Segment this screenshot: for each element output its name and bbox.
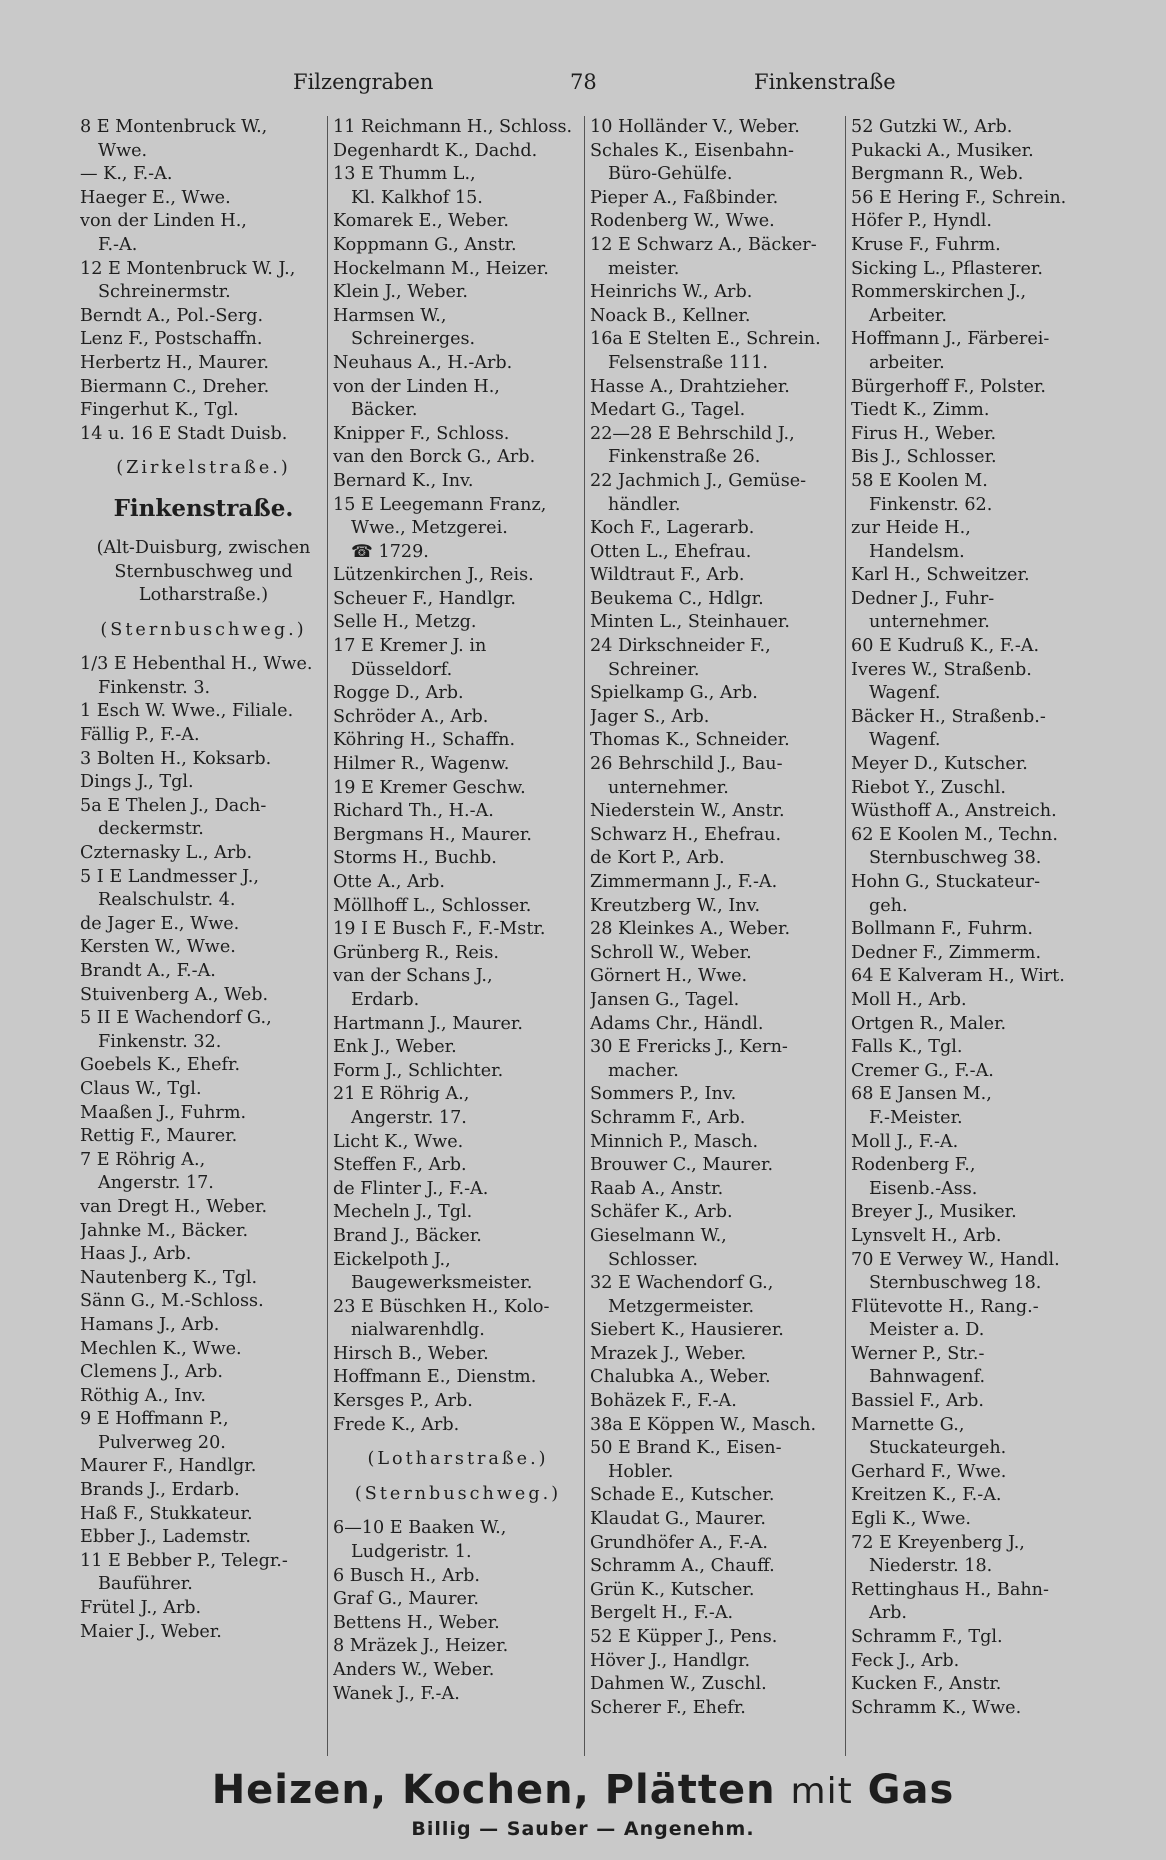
directory-entry: Form J., Schlichter. bbox=[333, 1060, 504, 1081]
directory-entry: 9 E Hoffmann P., bbox=[80, 1409, 229, 1430]
directory-entry: 62 E Koolen M., Techn. bbox=[851, 824, 1058, 845]
directory-entry: Lynsvelt H., Arb. bbox=[851, 1225, 1002, 1246]
directory-entry: Pieper A., Faßbinder. bbox=[590, 187, 779, 208]
spacer bbox=[333, 1437, 583, 1448]
entry-continuation: Handelsm. bbox=[869, 541, 965, 562]
directory-entry: 70 E Verwey W., Handl. bbox=[851, 1249, 1060, 1270]
directory-entry: Hoffmann E., Dienstm. bbox=[333, 1367, 537, 1388]
directory-entry: Dings J., Tgl. bbox=[80, 772, 194, 793]
directory-entry: Richard Th., H.-A. bbox=[333, 801, 494, 822]
directory-entry: Dedner J., Fuhr- bbox=[851, 588, 995, 609]
directory-entry: 5a E Thelen J., Dach- bbox=[80, 795, 267, 816]
directory-entry: Frütel J., Arb. bbox=[80, 1598, 202, 1619]
directory-entry: Kersges P., Arb. bbox=[333, 1391, 473, 1412]
entry-continuation: Kl. Kalkhof 15. bbox=[351, 187, 483, 208]
directory-entry: Firus H., Weber. bbox=[851, 423, 997, 444]
directory-entry: Klein J., Weber. bbox=[333, 282, 469, 303]
directory-entry: 11 Reichmann H., Schloss. bbox=[333, 117, 573, 137]
directory-entry: 13 E Thumm L., bbox=[333, 164, 476, 185]
directory-entry: 1/3 E Hebenthal H., Wwe. bbox=[80, 654, 313, 675]
directory-entry: Licht K., Wwe. bbox=[333, 1131, 464, 1152]
directory-entry: Schäfer K., Arb. bbox=[590, 1202, 733, 1223]
directory-entry: 1 Esch W. Wwe., Filiale. bbox=[80, 701, 294, 722]
spacer bbox=[80, 526, 327, 537]
entry-continuation: Baugewerksmeister. bbox=[351, 1273, 533, 1294]
directory-entry: 23 E Büschken H., Kolo- bbox=[333, 1296, 550, 1317]
entry-continuation: Schreiner. bbox=[608, 659, 700, 680]
directory-entry: Karl H., Schweitzer. bbox=[851, 565, 1030, 586]
directory-entry: Berndt A., Pol.-Serg. bbox=[80, 305, 264, 326]
ad-headline-main: Heizen, Kochen, Plätten bbox=[211, 1767, 776, 1813]
entry-continuation: Finkenstraße 26. bbox=[608, 447, 761, 468]
directory-entry: 28 Kleinkes A., Weber. bbox=[590, 919, 791, 940]
entry-continuation: unternehmer. bbox=[608, 777, 729, 798]
spacer bbox=[333, 1506, 583, 1517]
directory-entry: 10 Holländer V., Weber. bbox=[590, 117, 800, 137]
entry-continuation: Metzgermeister. bbox=[608, 1296, 755, 1317]
directory-entry: Bergelt H., F.-A. bbox=[590, 1603, 734, 1624]
directory-entry: Minnich P., Masch. bbox=[590, 1131, 759, 1152]
column-divider bbox=[327, 116, 328, 1756]
directory-entry: Breyer J., Musiker. bbox=[851, 1202, 1017, 1223]
directory-entry: Thomas K., Schneider. bbox=[590, 730, 790, 751]
directory-entry: Rommerskirchen J., bbox=[851, 282, 1027, 303]
directory-entry: Kersten W., Wwe. bbox=[80, 937, 236, 958]
directory-entry: 14 u. 16 E Stadt Duisb. bbox=[80, 423, 288, 444]
directory-entry: Sänn G., M.-Schloss. bbox=[80, 1291, 264, 1312]
running-header bbox=[0, 70, 1166, 104]
directory-entry: Klaudat G., Maurer. bbox=[590, 1509, 766, 1530]
directory-entry: Chalubka A., Weber. bbox=[590, 1367, 771, 1388]
directory-entry: Werner P., Str.- bbox=[851, 1343, 985, 1364]
directory-entry: Fällig P., F.-A. bbox=[80, 725, 200, 746]
directory-entry: Jager S., Arb. bbox=[590, 706, 710, 727]
directory-entry: Knipper F., Schloss. bbox=[333, 423, 510, 444]
directory-entry: Dedner F., Zimmerm. bbox=[851, 942, 1042, 963]
directory-entry: Kreitzen K., F.-A. bbox=[851, 1485, 1002, 1506]
directory-entry: 72 E Kreyenberg J., bbox=[851, 1532, 1025, 1553]
entry-continuation: Meister a. D. bbox=[869, 1320, 985, 1341]
directory-entry: Lenz F., Postschaffn. bbox=[80, 329, 263, 350]
section-note: (Alt-Duisburg, zwischen bbox=[96, 537, 311, 558]
column-3 bbox=[590, 116, 844, 1756]
directory-entry: Bis J., Schlosser. bbox=[851, 447, 997, 468]
directory-entry: 8 Mräzek J., Heizer. bbox=[333, 1636, 509, 1657]
directory-entry: Höver J., Handlgr. bbox=[590, 1650, 751, 1671]
directory-entry: 12 E Schwarz A., Bäcker- bbox=[590, 234, 817, 255]
directory-entry: 7 E Röhrig A., bbox=[80, 1149, 206, 1170]
entry-continuation: Wagenf. bbox=[869, 730, 941, 751]
directory-entry: 58 E Koolen M. bbox=[851, 470, 988, 491]
directory-entry: Iveres W., Straßenb. bbox=[851, 659, 1032, 680]
spacer bbox=[80, 481, 327, 492]
entry-continuation: arbeiter. bbox=[869, 352, 945, 373]
directory-entry: Schramm A., Chauff. bbox=[590, 1556, 775, 1577]
section-note: Lotharstraße.) bbox=[138, 585, 269, 606]
directory-entry: Czternasky L., Arb. bbox=[80, 843, 253, 864]
directory-entry: 26 Behrschild J., Bau- bbox=[590, 754, 783, 775]
directory-entry: Dahmen W., Zuschl. bbox=[590, 1674, 767, 1695]
directory-entry: Siebert K., Hausierer. bbox=[590, 1320, 784, 1341]
directory-entry: Bernard K., Inv. bbox=[333, 470, 474, 491]
directory-entry: Brandt A., F.-A. bbox=[80, 961, 216, 981]
directory-entry: van Dregt H., Weber. bbox=[80, 1196, 268, 1217]
page-number: 78 bbox=[570, 70, 597, 94]
cross-street: (Zirkelstraße.) bbox=[116, 458, 291, 479]
entry-continuation: Bahnwagenf. bbox=[869, 1367, 986, 1388]
entry-continuation: Pulverweg 20. bbox=[98, 1432, 226, 1453]
directory-entry: 64 E Kalveram H., Wirt. bbox=[851, 966, 1065, 987]
directory-entry: Selle H., Metzg. bbox=[333, 612, 477, 633]
header-street-left: Filzengraben bbox=[293, 70, 434, 94]
directory-entry: Bürgerhoff F., Polster. bbox=[851, 376, 1046, 397]
directory-entry: Hartmann J., Maurer. bbox=[333, 1013, 523, 1034]
entry-continuation: Finkenstr. 62. bbox=[869, 494, 993, 515]
directory-entry: Scherer F., Ehefr. bbox=[590, 1697, 746, 1718]
entry-continuation: Ludgeristr. 1. bbox=[351, 1542, 472, 1563]
directory-entry: 15 E Leegemann Franz, bbox=[333, 494, 547, 515]
directory-entry: Rodenberg W., Wwe. bbox=[590, 211, 775, 232]
directory-entry: Bettens H., Weber. bbox=[333, 1612, 500, 1633]
directory-entry: Neuhaus A., H.-Arb. bbox=[333, 352, 513, 373]
directory-entry: Hilmer R., Wagenw. bbox=[333, 754, 510, 775]
directory-entry: Mrazek J., Weber. bbox=[590, 1343, 747, 1364]
directory-entry: Feck J., Arb. bbox=[851, 1650, 960, 1671]
entry-continuation: Düsseldorf. bbox=[351, 659, 453, 680]
directory-entry: de Jager E., Wwe. bbox=[80, 913, 240, 934]
directory-entry: Bollmann F., Fuhrm. bbox=[851, 919, 1034, 940]
directory-entry: Rettig F., Maurer. bbox=[80, 1126, 238, 1147]
spacer bbox=[333, 1472, 583, 1483]
directory-entry: Hirsch B., Weber. bbox=[333, 1343, 489, 1364]
directory-entry: Maier J., Weber. bbox=[80, 1621, 222, 1642]
entry-continuation: händler. bbox=[608, 494, 681, 515]
cross-street: (Lotharstraße.) bbox=[367, 1449, 549, 1470]
directory-entry: Claus W., Tgl. bbox=[80, 1078, 202, 1099]
directory-entry: de Kort P., Arb. bbox=[590, 848, 725, 869]
directory-entry: Noack B., Kellner. bbox=[590, 305, 751, 326]
cross-street: (Sternbuschweg.) bbox=[100, 619, 307, 640]
directory-entry: Raab A., Anstr. bbox=[590, 1178, 724, 1199]
directory-entry: Otte A., Arb. bbox=[333, 872, 446, 892]
entry-continuation: Eisenb.-Ass. bbox=[869, 1178, 978, 1199]
directory-entry: Hoffmann J., Färberei- bbox=[851, 329, 1050, 350]
directory-entry: Schröder A., Arb. bbox=[333, 706, 489, 727]
directory-entry: Lützenkirchen J., Reis. bbox=[333, 565, 534, 586]
directory-entry: von der Linden H., bbox=[333, 376, 500, 397]
entry-continuation: Stuckateurgeh. bbox=[869, 1438, 1007, 1459]
entry-continuation: Finkenstr. 32. bbox=[98, 1031, 222, 1052]
directory-entry: Bohäzek F., F.-A. bbox=[590, 1391, 737, 1412]
directory-entry: Graf G., Maurer. bbox=[333, 1589, 479, 1610]
directory-entry: 17 E Kremer J. in bbox=[333, 636, 487, 657]
cross-street: (Sternbuschweg.) bbox=[354, 1483, 562, 1504]
directory-entry: Wanek J., F.-A. bbox=[333, 1683, 460, 1704]
entry-continuation: nialwarenhdlg. bbox=[351, 1320, 485, 1341]
column-2 bbox=[333, 116, 583, 1756]
directory-entry: van der Schans J., bbox=[333, 966, 493, 987]
directory-entry: 60 E Kudruß K., F.-A. bbox=[851, 636, 1040, 657]
directory-entry: 30 E Frericks J., Kern- bbox=[590, 1037, 788, 1058]
spacer bbox=[80, 446, 327, 457]
directory-entry: Kucken F., Anstr. bbox=[851, 1674, 1002, 1695]
directory-entry: Schales K., Eisenbahn- bbox=[590, 140, 794, 161]
entry-continuation: Wagenf. bbox=[869, 683, 941, 704]
directory-entry: 5 II E Wachendorf G., bbox=[80, 1008, 272, 1029]
directory-entry: Rogge D., Arb. bbox=[333, 683, 464, 704]
entry-continuation: Erdarb. bbox=[351, 989, 420, 1010]
entry-continuation: Wwe. bbox=[98, 140, 148, 161]
header-street-right: Finkenstraße bbox=[754, 70, 896, 94]
entry-continuation: macher. bbox=[608, 1060, 679, 1081]
directory-entry: Storms H., Buchb. bbox=[333, 848, 497, 869]
entry-continuation: Wwe., Metzgerei. bbox=[351, 518, 508, 539]
directory-entry: Adams Chr., Händl. bbox=[590, 1013, 764, 1034]
directory-entry: Meyer D., Kutscher. bbox=[851, 754, 1028, 775]
directory-entry: Schade E., Kutscher. bbox=[590, 1485, 775, 1506]
directory-entry: Heinrichs W., Arb. bbox=[590, 282, 753, 303]
directory-entry: Riebot Y., Zuschl. bbox=[851, 777, 1006, 798]
directory-entry: 21 E Röhrig A., bbox=[333, 1084, 470, 1105]
directory-entry: Schramm F., Tgl. bbox=[851, 1627, 1003, 1647]
directory-entry: Marnette G., bbox=[851, 1414, 965, 1435]
directory-entry: 22—28 E Behrschild J., bbox=[590, 423, 795, 444]
entry-continuation: Niederstr. 18. bbox=[869, 1556, 993, 1577]
directory-entry: Haß F., Stukkateur. bbox=[80, 1503, 253, 1524]
entry-continuation: Angerstr. 17. bbox=[351, 1107, 467, 1128]
entry-continuation: Arb. bbox=[869, 1603, 907, 1624]
column-divider bbox=[584, 116, 585, 1756]
directory-entry: Gerhard F., Wwe. bbox=[851, 1461, 1007, 1482]
entry-continuation: ☎ 1729. bbox=[351, 541, 429, 562]
entry-continuation: Finkenstr. 3. bbox=[98, 677, 211, 698]
directory-entry: Maurer F., Handlgr. bbox=[80, 1456, 257, 1477]
directory-entry: Fingerhut K., Tgl. bbox=[80, 400, 239, 421]
directory-entry: Bergmann R., Web. bbox=[851, 164, 1024, 185]
section-title: Finkenstraße. bbox=[113, 494, 294, 522]
directory-entry: 5 I E Landmesser J., bbox=[80, 866, 259, 887]
directory-entry: Minten L., Steinhauer. bbox=[590, 612, 790, 633]
directory-entry: de Flinter J., F.-A. bbox=[333, 1178, 489, 1199]
directory-entry: Mechlen K., Wwe. bbox=[80, 1338, 242, 1359]
directory-entry: Tiedt K., Zimm. bbox=[851, 400, 990, 421]
directory-entry: 52 E Küpper J., Pens. bbox=[590, 1627, 778, 1647]
directory-entry: Medart G., Tagel. bbox=[590, 400, 746, 421]
section-note: Sternbuschweg und bbox=[114, 561, 293, 582]
directory-entry: 12 E Montenbruck W. J., bbox=[80, 258, 296, 279]
directory-entry: Grün K., Kutscher. bbox=[590, 1579, 755, 1600]
directory-entry: zur Heide H., bbox=[851, 518, 971, 539]
column-1 bbox=[80, 116, 327, 1756]
directory-entry: Enk J., Weber. bbox=[333, 1037, 457, 1058]
ad-headline-mit: mit bbox=[790, 1771, 853, 1812]
directory-entry: Kruse F., Fuhrm. bbox=[851, 234, 1001, 255]
directory-entry: Bassiel F., Arb. bbox=[851, 1391, 984, 1412]
entry-continuation: Bäcker. bbox=[351, 400, 418, 421]
entry-continuation: Büro-Gehülfe. bbox=[608, 164, 733, 185]
directory-entry: Koch F., Lagerarb. bbox=[590, 518, 755, 539]
directory-entry: Zimmermann J., F.-A. bbox=[590, 872, 778, 892]
directory-entry: Sicking L., Pflasterer. bbox=[851, 258, 1043, 279]
directory-entry: 6 Busch H., Arb. bbox=[333, 1565, 480, 1586]
directory-entry: 56 E Hering F., Schrein. bbox=[851, 187, 1067, 208]
directory-entry: Scheuer F., Handlgr. bbox=[333, 588, 517, 609]
entry-continuation: F.-Meister. bbox=[869, 1107, 963, 1128]
directory-entry: Wüsthoff A., Anstreich. bbox=[851, 801, 1057, 822]
ad-headline bbox=[0, 1766, 1166, 1816]
directory-entry: Jahnke M., Bäcker. bbox=[80, 1220, 249, 1241]
directory-entry: Herbertz H., Maurer. bbox=[80, 352, 270, 373]
directory-entry: Goebels K., Ehefr. bbox=[80, 1055, 241, 1076]
entry-continuation: Schreinerges. bbox=[351, 329, 476, 350]
directory-entry: Degenhardt K., Dachd. bbox=[333, 140, 538, 161]
entry-continuation: Bauführer. bbox=[98, 1574, 193, 1595]
directory-entry: 3 Bolten H., Koksarb. bbox=[80, 748, 272, 769]
directory-entry: Moll H., Arb. bbox=[851, 989, 967, 1010]
directory-entry: Sommers P., Inv. bbox=[590, 1084, 737, 1105]
ad-headline-gas: Gas bbox=[867, 1767, 955, 1813]
directory-entry: Hohn G., Stuckateur- bbox=[851, 872, 1041, 892]
directory-entry: 52 Gutzki W., Arb. bbox=[851, 117, 1013, 137]
directory-entry: 16a E Stelten E., Schrein. bbox=[590, 329, 821, 350]
entry-continuation: Sternbuschweg 18. bbox=[869, 1273, 1042, 1294]
directory-entry: Maaßen J., Fuhrm. bbox=[80, 1102, 247, 1123]
entry-continuation: meister. bbox=[608, 258, 680, 279]
entry-continuation: Sternbuschweg 38. bbox=[869, 848, 1042, 869]
directory-entry: 24 Dirkschneider F., bbox=[590, 636, 771, 657]
entry-continuation: Felsenstraße 111. bbox=[608, 352, 768, 373]
directory-entry: Pukacki A., Musiker. bbox=[851, 140, 1034, 161]
spacer bbox=[80, 642, 327, 653]
directory-entry: Mecheln J., Tgl. bbox=[333, 1202, 473, 1223]
directory-entry: Höfer P., Hyndl. bbox=[851, 211, 993, 232]
directory-entry: 19 E Kremer Geschw. bbox=[333, 777, 526, 798]
directory-entry: Brands J., Erdarb. bbox=[80, 1480, 240, 1501]
directory-entry: Möllhoff L., Schlosser. bbox=[333, 895, 532, 916]
directory-entry: Nautenberg K., Tgl. bbox=[80, 1267, 258, 1288]
entry-continuation: Schlosser. bbox=[608, 1249, 698, 1270]
directory-entry: Stuivenberg A., Web. bbox=[80, 984, 269, 1005]
directory-entry: Komarek E., Weber. bbox=[333, 211, 509, 232]
directory-entry: Köhring H., Schaffn. bbox=[333, 730, 516, 751]
spacer bbox=[80, 608, 327, 619]
directory-entry: Niederstein W., Anstr. bbox=[590, 801, 785, 822]
entry-continuation: Arbeiter. bbox=[869, 305, 947, 326]
directory-entry: Hasse A., Drahtzieher. bbox=[590, 376, 790, 397]
directory-entry: Ebber J., Lademstr. bbox=[80, 1527, 251, 1548]
directory-entry: 11 E Bebber P., Telegr.- bbox=[80, 1550, 288, 1571]
directory-entry: Brouwer C., Maurer. bbox=[590, 1155, 774, 1176]
directory-entry: 6—10 E Baaken W., bbox=[333, 1518, 507, 1539]
directory-entry: Harmsen W., bbox=[333, 305, 447, 326]
directory-entry: van den Borck G., Arb. bbox=[333, 447, 536, 468]
directory-entry: Anders W., Weber. bbox=[333, 1660, 495, 1680]
directory-entry: Bäcker H., Straßenb.- bbox=[851, 706, 1046, 727]
directory-entry: Otten L., Ehefrau. bbox=[590, 541, 752, 562]
directory-entry: Beukema C., Hdlgr. bbox=[590, 588, 764, 609]
directory-entry: Görnert H., Wwe. bbox=[590, 966, 748, 987]
directory-entry: Kreutzberg W., Inv. bbox=[590, 895, 761, 916]
directory-entry: 50 E Brand K., Eisen- bbox=[590, 1438, 782, 1459]
directory-entry: Cremer G., F.-A. bbox=[851, 1060, 994, 1081]
entry-continuation: Angerstr. 17. bbox=[98, 1173, 214, 1194]
gas-advertisement bbox=[0, 1766, 1166, 1842]
directory-entry: Haas J., Arb. bbox=[80, 1244, 192, 1265]
directory-entry: Biermann C., Dreher. bbox=[80, 376, 270, 397]
directory-entry: Brand J., Bäcker. bbox=[333, 1225, 482, 1246]
directory-entry: Moll J., F.-A. bbox=[851, 1131, 959, 1152]
directory-entry: Wildtraut F., Arb. bbox=[590, 565, 745, 586]
directory-entry: 19 I E Busch F., F.-Mstr. bbox=[333, 919, 546, 940]
directory-entry: Eickelpoth J., bbox=[333, 1249, 451, 1270]
directory-entry: Ortgen R., Maler. bbox=[851, 1013, 1007, 1034]
directory-entry: Schroll W., Weber. bbox=[590, 942, 752, 963]
directory-entry: Spielkamp G., Arb. bbox=[590, 683, 758, 704]
entry-continuation: geh. bbox=[869, 895, 908, 916]
directory-entry: 22 Jachmich J., Gemüse- bbox=[590, 470, 807, 491]
directory-entry: Steffen F., Arb. bbox=[333, 1155, 467, 1176]
directory-entry: Bergmans H., Maurer. bbox=[333, 824, 532, 845]
directory-entry: — K., F.-A. bbox=[80, 164, 173, 185]
directory-entry: Rettinghaus H., Bahn- bbox=[851, 1579, 1049, 1600]
directory-entry: Schwarz H., Ehefrau. bbox=[590, 824, 782, 845]
directory-entry: Hamans J., Arb. bbox=[80, 1314, 220, 1335]
directory-entry: Falls K., Tgl. bbox=[851, 1037, 963, 1058]
directory-entry: Grünberg R., Reis. bbox=[333, 942, 499, 963]
directory-entry: Flütevotte H., Rang.- bbox=[851, 1296, 1039, 1317]
entry-continuation: Hobler. bbox=[608, 1461, 674, 1482]
directory-entry: Röthig A., Inv. bbox=[80, 1385, 206, 1406]
directory-entry: Koppmann G., Anstr. bbox=[333, 234, 517, 255]
directory-entry: 68 E Jansen M., bbox=[851, 1084, 992, 1105]
directory-entry: Grundhöfer A., F.-A. bbox=[590, 1532, 769, 1553]
directory-entry: 32 E Wachendorf G., bbox=[590, 1273, 774, 1294]
directory-entry: Hockelmann M., Heizer. bbox=[333, 258, 549, 279]
directory-entry: von der Linden H., bbox=[80, 211, 247, 232]
directory-entry: Frede K., Arb. bbox=[333, 1414, 460, 1435]
directory-entry: Jansen G., Tagel. bbox=[590, 989, 740, 1010]
ad-tagline: Billig — Sauber — Angenehm. bbox=[411, 1818, 755, 1840]
entry-continuation: F.-A. bbox=[98, 234, 138, 255]
directory-entry: Clemens J., Arb. bbox=[80, 1362, 223, 1383]
directory-entry: Rodenberg F., bbox=[851, 1155, 976, 1176]
directory-entry: 8 E Montenbruck W., bbox=[80, 117, 268, 137]
directory-entry: Gieselmann W., bbox=[590, 1225, 727, 1246]
entry-continuation: Realschulstr. 4. bbox=[98, 890, 236, 911]
directory-entry: Schramm K., Wwe. bbox=[851, 1697, 1022, 1718]
column-4 bbox=[851, 116, 1097, 1756]
entry-continuation: unternehmer. bbox=[869, 612, 990, 633]
directory-entry: 38a E Köppen W., Masch. bbox=[590, 1414, 817, 1435]
entry-continuation: deckermstr. bbox=[98, 819, 204, 840]
directory-entry: Haeger E., Wwe. bbox=[80, 187, 231, 208]
directory-entry: Egli K., Wwe. bbox=[851, 1509, 972, 1530]
entry-continuation: Schreinermstr. bbox=[98, 282, 231, 303]
column-divider bbox=[845, 116, 846, 1756]
directory-entry: Schramm F., Arb. bbox=[590, 1107, 746, 1128]
